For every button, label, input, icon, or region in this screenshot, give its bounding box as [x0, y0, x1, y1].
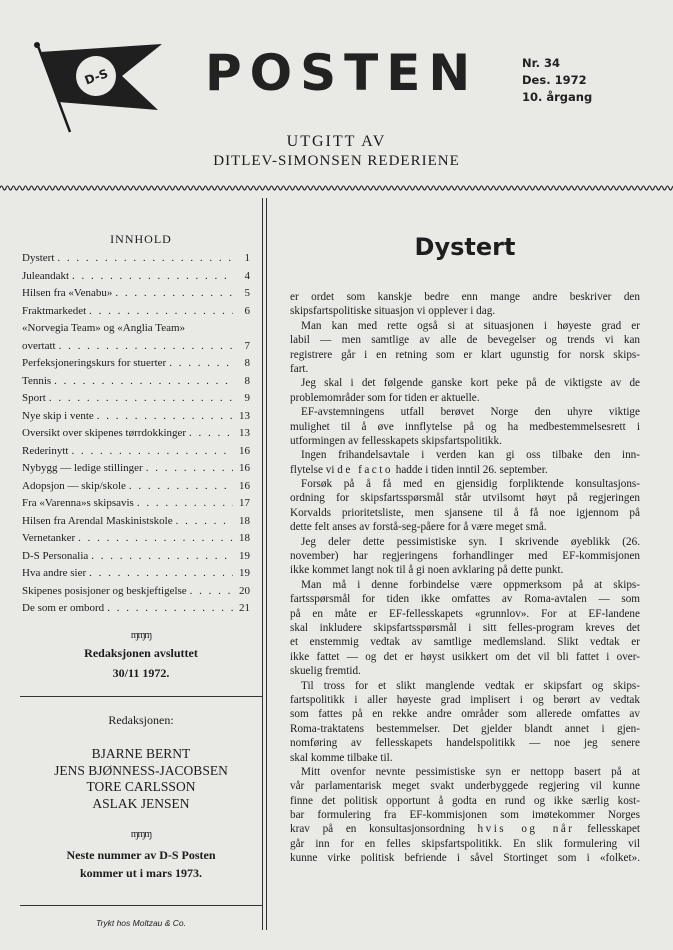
toc-item: [22, 602, 250, 620]
issue-number: Nr. 34: [522, 56, 561, 70]
toc-item-page: 16: [239, 444, 250, 457]
toc-item-page: 20: [239, 584, 250, 597]
toc-item-title: Sport: [22, 392, 46, 404]
editor-name: TORE CARLSSON: [86, 779, 196, 794]
toc-item-title: De som er ombord: [22, 602, 105, 614]
article-line: EF-avstemningens utfall berøvet Norge den uhyre viktige: [301, 406, 640, 419]
toc-leader-dots: [71, 445, 233, 457]
article-line: Man må i denne forbindelse være oppmerksom på at skips-: [301, 578, 640, 591]
article-line: Mitt ovenfor nevnte pessimistiske syn er nettopp basert på at: [301, 765, 640, 778]
toc-item: [22, 357, 250, 375]
toc-item: [22, 497, 250, 515]
toc-leader-dots: [115, 287, 233, 299]
toc-item: [22, 270, 250, 288]
publication-title: POSTEN: [205, 44, 479, 102]
toc-leader-dots: [129, 480, 233, 492]
toc-item: [22, 445, 250, 463]
publisher-line-2: DITLEV-SIMONSEN REDERIENE: [213, 153, 460, 169]
article-line: et enstemmig vedtak av samtlige medlemsland. Slikt vedtak er: [290, 636, 640, 649]
article-line: fart.: [290, 362, 309, 375]
toc-item-title: Nybygg — ledige stillinger: [22, 462, 143, 474]
article-line: dette felt anses av forstå-seg-påere for å være meget små.: [290, 521, 547, 534]
toc-item-page: 8: [244, 374, 250, 387]
toc-item-title: Skipenes posisjoner og beskjeftigelse: [22, 584, 187, 597]
issue-volume: 10. årgang: [522, 90, 593, 104]
toc-item: [22, 287, 250, 305]
article-line: Man kan med rette også si at situasjonen i høyeste grad er: [301, 319, 640, 332]
article-line: fartsspørsmål for tiden ikke omfattes av Roma-avtalen — som: [290, 593, 640, 606]
toc-item-title: Rederinytt: [22, 444, 69, 457]
toc-item-title: D-S Personalia: [22, 549, 89, 562]
toc-item-page: 6: [244, 304, 250, 317]
toc-item-page: 9: [244, 392, 250, 404]
toc-leader-dots: [107, 602, 233, 614]
article-line: kunne virke politisk befriende i såvel Stortinget som i «folket».: [290, 852, 640, 865]
toc-item: [22, 410, 250, 428]
toc-item: [22, 480, 250, 498]
toc-item-page: 13: [239, 427, 250, 439]
editor-name: ASLAK JENSEN: [92, 795, 190, 811]
toc-item-page: 16: [239, 462, 250, 474]
wavy-divider: [0, 183, 673, 193]
toc-item: [22, 585, 250, 603]
toc-item: [22, 427, 250, 445]
article-line: problemområder som for tiden er aktuelle.: [290, 391, 480, 404]
article-line: Jeg skal i det følgende ganske kort peke på de viktigste av de: [301, 377, 640, 390]
table-of-contents: [22, 252, 250, 620]
toc-item: [22, 462, 250, 480]
toc-item-page: 19: [239, 567, 250, 579]
toc-item: [22, 515, 250, 533]
toc-item-page: 13: [239, 409, 250, 422]
article-line: på en måte er EF-fellesskapets «grunnlov». For at EF-landene: [290, 607, 640, 620]
article-line: går inn for en felles skipsfartspolitikk. En slik formulering vil: [290, 837, 640, 850]
toc-item-title: Hilsen fra Arendal Maskinistskole: [22, 514, 173, 527]
toc-item: [22, 567, 250, 585]
ornament-divider: ɱɱɱ: [130, 829, 152, 840]
d-s-flag-logo: [30, 40, 170, 135]
toc-item-page: 1: [244, 252, 250, 264]
toc-item: [22, 532, 250, 550]
toc-item-page: 5: [244, 287, 250, 299]
column-rule-right: [266, 198, 267, 930]
article-line: nomføring av fellesskapets handelspolitikk — noe jeg senere: [290, 737, 640, 750]
issue-date: Des. 1972: [522, 73, 587, 87]
toc-item-title: Hilsen fra «Venabu»: [22, 287, 113, 299]
printer-credit: Trykt hos Moltzau & Co.: [95, 918, 187, 928]
toc-item-page: 4: [244, 269, 250, 282]
article-line: skipsfartspolitiske situasjon vi opplever i dag.: [290, 305, 496, 318]
article-line: som fattes på en rekke andre områder som allerede omfattes av: [290, 708, 640, 721]
emphasized-text: de facto: [337, 463, 393, 476]
article-line: flytelse vi de facto hadde i tiden inntil 26. september.: [290, 463, 548, 476]
toc-leader-dots: [137, 497, 233, 509]
toc-leader-dots: [59, 340, 233, 352]
next-issue-line-1: Neste nummer av D-S Posten: [66, 848, 216, 862]
toc-item-title: Dystert: [22, 252, 55, 264]
toc-leader-dots: [89, 567, 233, 579]
next-issue-note: [20, 846, 262, 882]
toc-item: [22, 252, 250, 270]
toc-item-title: Adopsjon — skip/skole: [22, 479, 126, 492]
article-line: mulighet til å øve innflytelse på og ha medbestemmelsesrett i: [290, 420, 640, 433]
article-line: finne det politisk opportunt å godta en rund og ikke særlig kost-: [290, 794, 640, 807]
article-body: [290, 290, 640, 866]
article-line: Ingen frihandelsavtale i verden kan gi oss tilbake den inn-: [301, 449, 640, 462]
toc-item-title: Juleandakt: [22, 269, 70, 282]
toc-leader-dots: [78, 532, 233, 544]
toc-item-page: 18: [239, 532, 250, 544]
article-line: Korvalds prioritetsliste, men sjansene til å få noe igjennom på: [290, 506, 640, 519]
toc-item: [22, 375, 250, 393]
article-line: registrere går i en retning som er klart ugunstig for norsk skips-: [290, 348, 640, 361]
toc-leader-dots: [169, 357, 233, 369]
article-line: Forsøk på å få med en gjensidig forpliktende konsultasjons-: [301, 478, 640, 491]
article-line: fartspolitikk i aller høyeste grad implisert i og berørt av vedtak: [290, 693, 640, 706]
emphasized-text: hvis og når: [477, 823, 575, 836]
footer-divider: [20, 905, 262, 906]
svg-text:D-S: D-S: [82, 66, 110, 88]
article-line: skal inkludere skipsfartsspørsmål i sitt felles-program kreves det: [290, 621, 640, 634]
toc-item-page: 18: [239, 514, 250, 527]
toc-item-title: Fra «Varenna»s skipsavis: [22, 497, 134, 509]
section-divider: [20, 696, 262, 697]
issue-info: [522, 55, 592, 106]
toc-item: [22, 392, 250, 410]
editors-list: [20, 746, 262, 812]
toc-item-title: «Norvegia Team» og «Anglia Team»: [22, 322, 186, 334]
toc-item: [22, 550, 250, 568]
article-line: er ordet som kanskje bedre enn mange andre beskriver den: [290, 291, 640, 303]
toc-item-page: 7: [244, 339, 250, 352]
article-line: skuelig fremtid.: [290, 665, 361, 678]
article-line: Jeg deler dette pessimistiske syn. I skrivende øyeblikk (26.: [301, 535, 640, 548]
next-issue-line-2: kommer ut i mars 1973.: [79, 866, 203, 880]
closed-line-1: Redaksjonen avsluttet: [84, 646, 198, 660]
article-line: krav på en konsultasjonsordning hvis og når fellesskapet: [290, 823, 641, 836]
article-title: Dystert: [414, 233, 516, 261]
editorial-closed-note: [20, 643, 262, 683]
toc-leader-dots: [89, 305, 233, 317]
toc-item-title: Hva andre sier: [22, 567, 87, 579]
toc-leader-dots: [49, 392, 233, 404]
toc-item-page: 19: [239, 549, 250, 562]
toc-item-title: overtatt: [22, 339, 56, 352]
contents-heading: INNHOLD: [110, 232, 172, 246]
toc-item: [22, 305, 250, 323]
article-line: Roma-traktatens bestemmelser. Det gjelder blandt annet i gjen-: [290, 722, 640, 735]
toc-item-title: Oversikt over skipenes tørrdokkinger: [22, 427, 187, 439]
article-line: bar formulering fra EF-kommisjonen som imøtekommer Norges: [290, 809, 640, 822]
toc-item-title: Fraktmarkedet: [22, 304, 87, 317]
publisher-line-1: UTGITT AV: [286, 133, 387, 150]
toc-leader-dots: [97, 410, 233, 422]
closed-date: 30/11 1972.: [112, 666, 170, 680]
ornament-divider: ɱɱɱ: [130, 630, 152, 641]
article-line: november) har regjeringens forhandlinger med EF-kommisjonen: [290, 550, 640, 563]
toc-leader-dots: [54, 375, 233, 387]
toc-item-page: 17: [239, 497, 250, 509]
article-line: ikke kommet langt nok til å gi noen avklaring på dette punkt.: [290, 564, 564, 577]
article-line: ikke fattet — og det er høyst usikkert om det vil bli fattet i over-: [290, 650, 640, 663]
article-line: vår parlamentarisk meget svakt underbyggede regjering vil kunne: [290, 780, 640, 793]
toc-item-page: 21: [239, 602, 250, 614]
toc-leader-dots: [190, 585, 233, 597]
toc-item-title: Tennis: [22, 374, 52, 387]
article-line: utformingen av fellesskapets skipsfartspolitikk.: [290, 434, 502, 447]
toc-item-title: Vernetanker: [22, 532, 76, 544]
toc-leader-dots: [57, 252, 233, 264]
editor-name: JENS BJØNNESS-JACOBSEN: [54, 762, 228, 778]
toc-leader-dots: [91, 550, 233, 562]
toc-leader-dots: [176, 515, 233, 527]
toc-item-page: 16: [239, 479, 250, 492]
toc-item-page: 8: [244, 357, 250, 369]
article-line: Til tross for et slikt manglende vedtak er skipsfart og skips-: [301, 679, 640, 692]
article-line: skal komme tilbake til.: [290, 751, 393, 764]
toc-leader-dots: [72, 270, 233, 282]
editorial-label: Redaksjonen:: [108, 713, 174, 727]
editor-name: BJARNE BERNT: [91, 746, 191, 761]
toc-leader-dots: [146, 462, 233, 474]
toc-item-title: Nye skip i vente: [22, 409, 94, 422]
article-line: ordning for skipsfartsspørsmål står utvilsomt høyt på regjeringen: [290, 492, 640, 505]
toc-item-title: Perfeksjoneringskurs for stuerter: [22, 357, 167, 369]
toc-leader-dots: [189, 427, 233, 439]
column-rule-left: [262, 198, 263, 930]
article-line: labil — men samtlige av alle de bevegelser og trends vi kan: [290, 334, 640, 347]
toc-item: [22, 340, 250, 358]
